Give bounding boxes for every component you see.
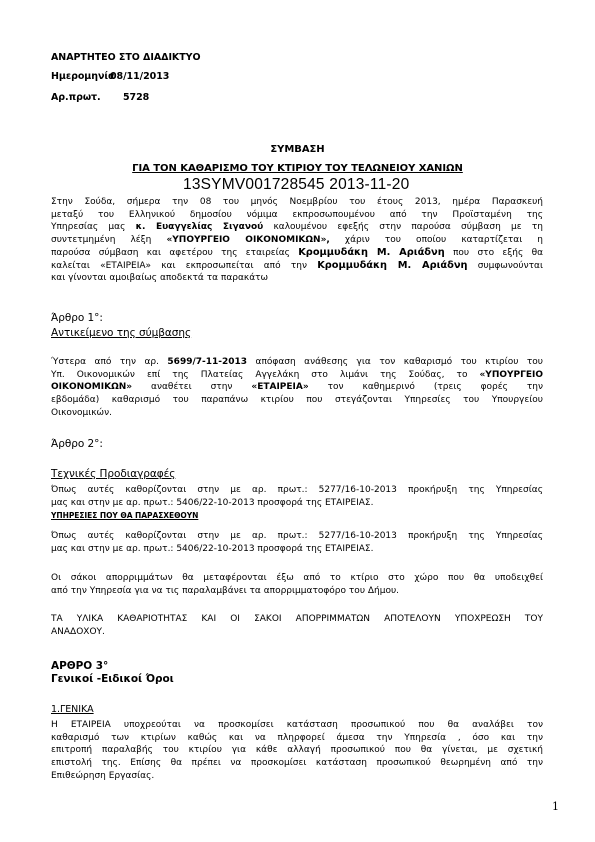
article-3-subheading: Γενικοί -Ειδικοί Όροι xyxy=(51,673,174,685)
registry-stamp: 13SYMV001728545 2013-11-20 xyxy=(183,176,410,193)
head-official-name: κ. Ευαγγελίας Σιγανού xyxy=(135,222,264,233)
contractor-name: Κρομμυδάκη Μ. Αριάδνη xyxy=(298,246,445,258)
waste-paragraph xyxy=(51,572,543,597)
contractor-representative: Κρομμυδάκη Μ. Αριάδνη xyxy=(317,259,468,271)
article-1-paragraph xyxy=(51,356,543,420)
award-decision-number: 5699/7-11-2013 xyxy=(167,357,248,367)
article-1-line-3: ΟΙΚΟΝΟΜΙΚΩΝ» αναθέτει στην «ΕΤΑΙΡΕΙΑ» τον καθημερινό (τρεις φορές την xyxy=(51,382,544,393)
intro-line-2: μεταξύ του Ελληνικού δημοσίου νόμιμα εκπροσωπουμένου από την Προϊσταμένη της xyxy=(51,209,543,220)
supplies-line-2: ΑΝΑΔΟΧΟΥ. xyxy=(51,626,105,637)
document-subtitle: ΓΙΑ ΤΟΝ ΚΑΘΑΡΙΣΜΟ ΤΟΥ ΚΤΙΡΙΟΥ ΤΟΥ ΤΕΛΩΝΕΙΟΥ ΧΑΝΙΩΝ xyxy=(132,163,463,174)
general-terms-line-5: Επιθεώρηση Εργασίας. xyxy=(51,770,155,781)
technical-specs-line-2: μας και στην με αρ. πρωτ.: 5406/22-10-2013 προσφορά της ΕΤΑΙΡΕΙΑΣ. xyxy=(51,497,374,508)
posted-online-label: ΑΝΑΡΤΗΤΕΟ ΣΤΟ ΔΙΑΔΙΚΤΥΟ xyxy=(51,52,201,63)
document-title: ΣΥΜΒΑΣΗ xyxy=(270,144,325,155)
ministry-name: «ΥΠΟΥΡΓΕΙΟ ΟΙΚΟΝΟΜΙΚΩΝ», xyxy=(166,235,330,246)
article-3-heading: ΑΡΘΡΟ 3° xyxy=(51,660,109,672)
date-label: Ημερομηνία xyxy=(51,71,115,82)
article-1-line-2: Υπ. Οικονομικών επί της Πλατείας Αγγελάκη στο λιμάνι της Σούδας, το «ΥΠΟΥΡΓΕΙΟ xyxy=(51,369,543,380)
protocol-value: 5728 xyxy=(123,92,150,103)
article-2-heading: Άρθρο 2°: xyxy=(51,438,103,450)
technical-specs-paragraph xyxy=(51,484,543,509)
article-1-heading: Άρθρο 1°: xyxy=(51,312,103,324)
intro-line-3: Υπηρεσίας μας κ. Ευαγγελίας Σιγανού καλουμένου εφεξής στην παρούσα σύμβαση με τη xyxy=(51,222,543,233)
intro-line-6: καλείται «ΕΤΑΙΡΕΙΑ» και εκπροσωπείται από την Κρομμυδάκη Μ. Αριάδνη συμφωνούνται xyxy=(51,259,544,271)
page-number: 1 xyxy=(552,800,559,813)
services-line-2: μας και στην με αρ. πρωτ.: 5406/22-10-2013 προσφορά της ΕΤΑΙΡΕΙΑΣ. xyxy=(51,543,374,554)
services-paragraph xyxy=(51,530,543,555)
supplies-line-1: ΤΑ ΥΛΙΚΑ ΚΑΘΑΡΙΟΤΗΤΑΣ ΚΑΙ ΟΙ ΣΑΚΟΙ ΑΠΟΡΡΙΜΜΑΤΩΝ ΑΠΟΤΕΛΟΥΝ ΥΠΟΧΡΕΩΣΗ ΤΟΥ xyxy=(51,614,543,624)
intro-line-1: Στην Σούδα, σήμερα την 08 του μηνός Νοεμβρίου του έτους 2013, ημέρα Παρασκευή xyxy=(51,197,543,207)
services-heading: ΥΠΗΡΕΣΙΕΣ ΠΟΥ ΘΑ ΠΑΡΑΣΧΕΘΟΥΝ xyxy=(51,511,199,520)
intro-paragraph xyxy=(51,196,543,285)
services-line-1: Όπως αυτές καθορίζονται στην με αρ. πρωτ.: 5277/16-10-2013 προκήρυξη της Υπηρεσίας xyxy=(51,531,543,541)
general-terms-line-2: καθαρισμό των κτιρίων καθώς και να πληρφορεί άμεσα την Υπηρεσία , όσο και την xyxy=(51,732,543,743)
article-1-line-5: Οικονομικών. xyxy=(51,407,112,418)
waste-line-2: από την Υπηρεσία για να τις παραλαμβάνει τα απορριμματοφόρο του Δήμου. xyxy=(51,585,400,596)
supplies-paragraph xyxy=(51,613,543,638)
general-terms-line-4: επιστολή της. Επίσης θα πρέπει να προσκομίσει κατάσταση προσωπικού θεωρημένη από την xyxy=(51,758,543,769)
article-1-subheading: Αντικείμενο της σύμβασης xyxy=(51,327,192,339)
article-1-line-1: Ύστερα από την αρ. 5699/7-11-2013 απόφαση ανάθεσης για τον καθαρισμό του κτιρίου του xyxy=(51,357,543,367)
protocol-label: Αρ.πρωτ. xyxy=(51,92,101,103)
intro-line-4: συντετμημένη λέξη «ΥΠΟΥΡΓΕΙΟ ΟΙΚΟΝΟΜΙΚΩΝ», χάριν του οποίου καταρτίζεται η xyxy=(51,235,544,246)
waste-line-1: Οι σάκοι απορριμμάτων θα μεταφέρονται έξω από το κτίριο στο χώρο που θα υποδειχθεί xyxy=(51,573,543,583)
intro-line-7: και γίνονται αμοιβαίως αποδεκτά τα παρακάτω xyxy=(51,273,269,284)
general-section-heading: 1.ΓΕΝΙΚΑ xyxy=(51,704,94,715)
article-1-line-4: εβδομάδα) καθαρισμό του παραπάνω κτιρίου που στεγάζονται Υπηρεσίες του Υπουργείου xyxy=(51,395,543,406)
date-value: 08/11/2013 xyxy=(110,71,170,82)
intro-line-5: παρούσα σύμβαση και αφετέρου της εταιρείας Κρομμυδάκη Μ. Αριάδνη που στο εξής θα xyxy=(51,246,544,258)
article-2-subheading: Τεχνικές Προδιαγραφές xyxy=(51,468,176,480)
general-terms-line-1: Η ΕΤΑΙΡΕΙΑ υποχρεούται να προσκομίσει κατάσταση προσωπικού που θα αναλάβει τον xyxy=(51,720,543,730)
technical-specs-line-1: Όπως αυτές καθορίζονται στην με αρ. πρωτ.: 5277/16-10-2013 προκήρυξη της Υπηρεσίας xyxy=(51,485,543,495)
general-terms-paragraph xyxy=(51,719,543,783)
general-terms-line-3: επιτροπή παραλαβής του κτιρίου για κάθε αλλαγή προσωπικού που θα γίνεται, με σχετική xyxy=(51,745,543,756)
